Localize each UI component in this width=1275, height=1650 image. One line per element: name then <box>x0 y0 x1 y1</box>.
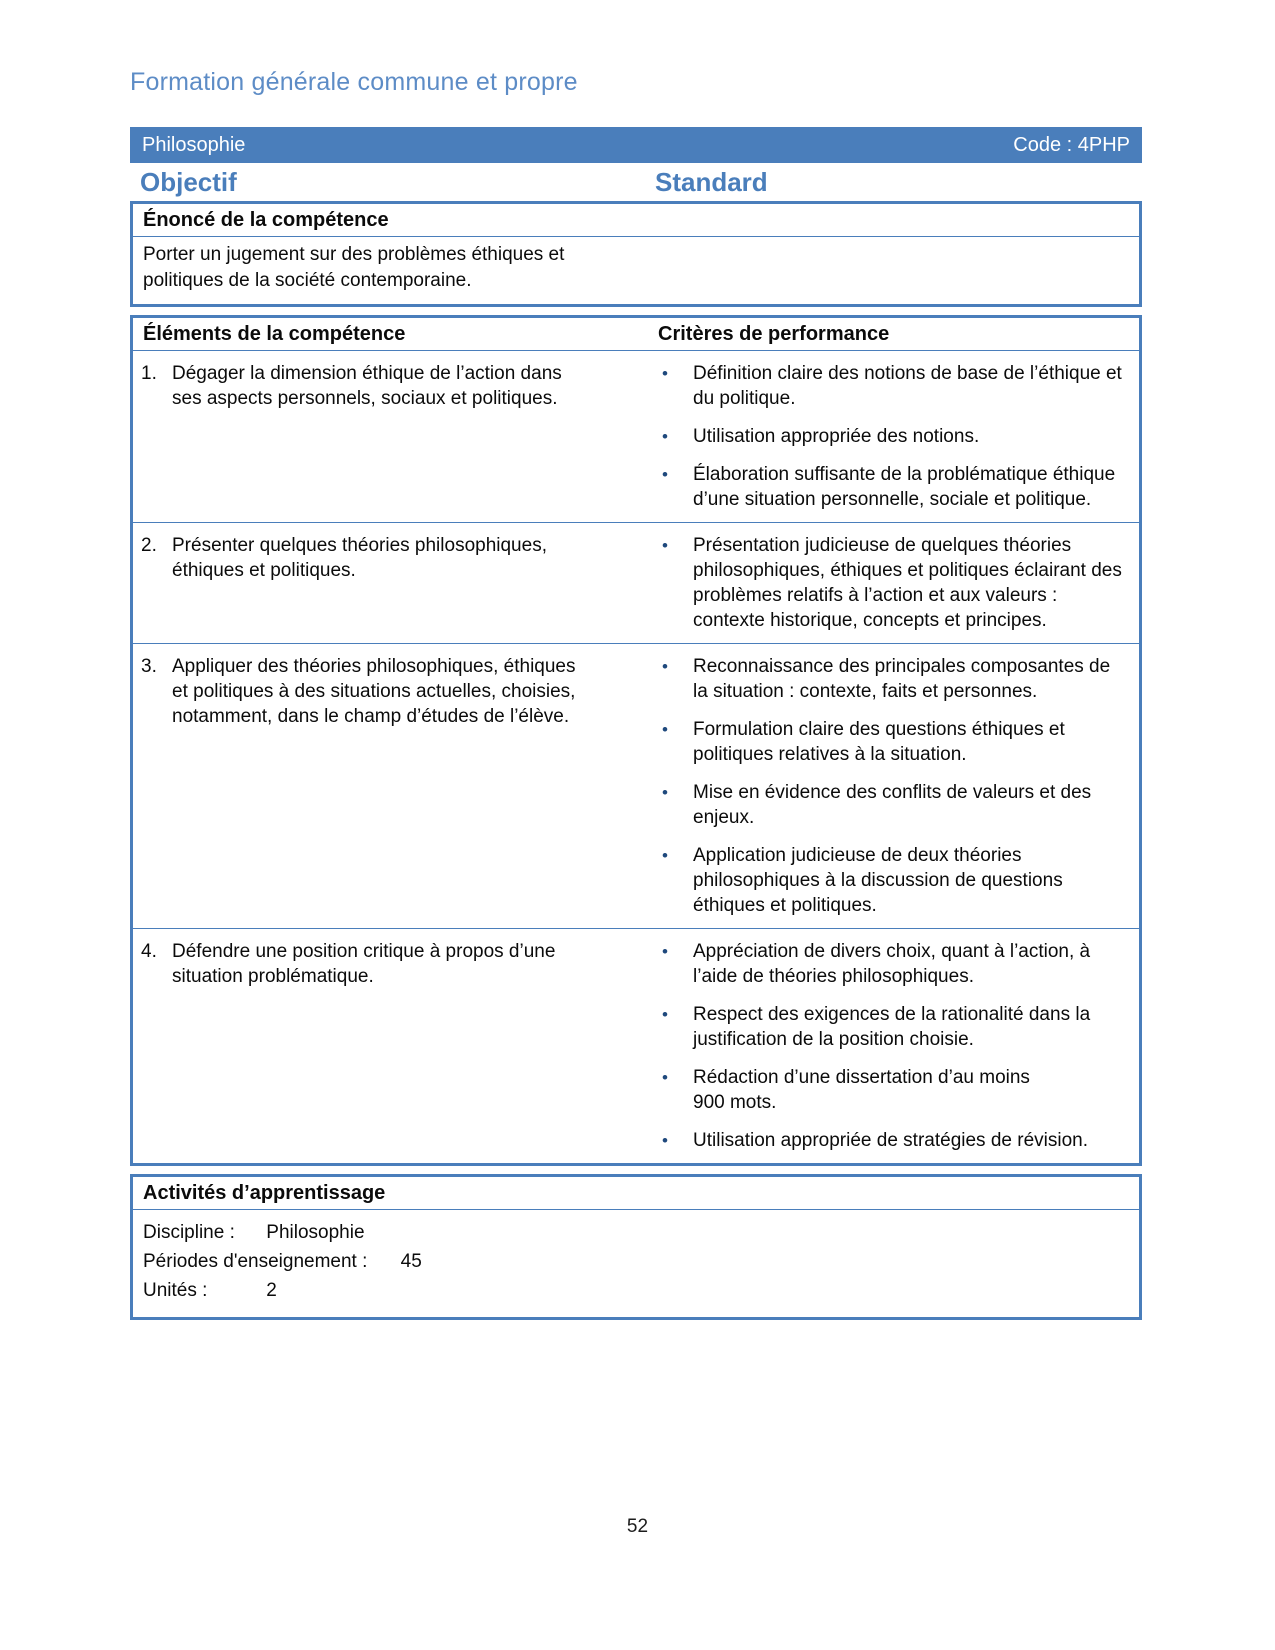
activites-row-unites <box>143 1276 1129 1305</box>
bullet-icon: • <box>662 465 668 484</box>
bullet-icon: • <box>662 720 668 739</box>
activites-body <box>133 1210 1139 1317</box>
criteria-item <box>662 1065 1129 1115</box>
criteria-text: Présentation judicieuse de quelques théories philosophiques, éthiques et politiques éclairant des problèmes relatifs à l’action et aux valeurs : contexte historique, concepts et principes. <box>693 535 1122 631</box>
activites-table <box>130 1174 1142 1320</box>
criteria-text: Élaboration suffisante de la problématique éthique d’une situation personnelle, sociale et politique. <box>693 464 1116 510</box>
table-row <box>133 351 1139 522</box>
table-row <box>133 643 1139 928</box>
criteria-cell <box>648 644 1139 928</box>
element-cell <box>133 644 648 928</box>
bullet-icon: • <box>662 1068 668 1087</box>
criteria-item <box>662 533 1129 633</box>
unites-value: 2 <box>266 1280 277 1301</box>
criteria-cell <box>648 523 1139 643</box>
enonce-body: Porter un jugement sur des problèmes éthiques et politiques de la société contemporaine. <box>143 244 565 291</box>
criteria-item <box>662 462 1129 512</box>
enonce-header: Énoncé de la compétence <box>133 204 1139 237</box>
element-number: 1. <box>141 363 157 384</box>
element-number: 3. <box>141 656 157 677</box>
criteria-item <box>662 843 1129 918</box>
periodes-label: Périodes d'enseignement : <box>143 1251 368 1272</box>
bullet-icon: • <box>662 1131 668 1150</box>
bullet-icon: • <box>662 657 668 676</box>
competence-table <box>130 315 1142 1166</box>
objective-standard-row <box>130 166 1142 198</box>
standard-heading: Standard <box>655 167 768 197</box>
activites-row-discipline <box>143 1218 1129 1247</box>
course-title-bar <box>130 127 1142 163</box>
element-number: 2. <box>141 535 157 556</box>
element-text: Appliquer des théories philosophiques, éthiques et politiques à des situations actuelles, choisies, notamment, dans le champ d’études de l’élève. <box>172 656 576 727</box>
element-number: 4. <box>141 941 157 962</box>
criteria-text: Appréciation de divers choix, quant à l’action, à l’aide de théories philosophiques. <box>693 941 1091 987</box>
criteria-cell <box>648 929 1139 1163</box>
criteria-text: Rédaction d’une dissertation d’au moins 900 mots. <box>693 1067 1030 1113</box>
competence-table-header-row <box>133 318 1139 351</box>
criteria-item <box>662 939 1129 989</box>
criteria-item <box>662 361 1129 411</box>
page-number: 52 <box>626 1516 649 1537</box>
bullet-icon: • <box>662 783 668 802</box>
element-cell <box>133 351 648 522</box>
criteria-item <box>662 424 1129 449</box>
objectif-heading: Objectif <box>140 167 237 197</box>
table-row <box>133 522 1139 643</box>
page-content <box>130 0 1142 1320</box>
element-cell <box>133 929 648 1163</box>
periodes-value: 45 <box>400 1251 422 1272</box>
unites-label: Unités : <box>143 1280 208 1301</box>
course-subject: Philosophie <box>142 133 246 156</box>
criteria-item <box>662 654 1129 704</box>
criteria-text: Mise en évidence des conflits de valeurs et des enjeux. <box>693 782 1092 828</box>
criteres-column-header: Critères de performance <box>658 323 890 345</box>
document-section-header: Formation générale commune et propre <box>130 68 578 96</box>
criteria-cell <box>648 351 1139 522</box>
criteria-text: Reconnaissance des principales composantes de la situation : contexte, faits et personnes. <box>693 656 1111 702</box>
element-text: Dégager la dimension éthique de l’action dans ses aspects personnels, sociaux et politiques. <box>172 363 562 409</box>
criteria-text: Formulation claire des questions éthiques et politiques relatives à la situation. <box>693 719 1065 765</box>
bullet-icon: • <box>662 1005 668 1024</box>
activites-row-periodes <box>143 1247 1129 1276</box>
element-text: Défendre une position critique à propos d’une situation problématique. <box>172 941 556 987</box>
elements-column-header: Éléments de la compétence <box>143 323 406 345</box>
bullet-icon: • <box>662 427 668 446</box>
criteria-text: Définition claire des notions de base de l’éthique et du politique. <box>693 363 1122 409</box>
bullet-icon: • <box>662 364 668 383</box>
criteria-text: Respect des exigences de la rationalité dans la justification de la position choisie. <box>693 1004 1091 1050</box>
criteria-item <box>662 1128 1129 1153</box>
enonce-table <box>130 201 1142 307</box>
criteria-text: Utilisation appropriée de stratégies de révision. <box>693 1130 1088 1151</box>
discipline-value: Philosophie <box>266 1222 365 1243</box>
activites-header: Activités d’apprentissage <box>133 1177 1139 1210</box>
criteria-item <box>662 780 1129 830</box>
bullet-icon: • <box>662 942 668 961</box>
discipline-label: Discipline : <box>143 1222 235 1243</box>
criteria-text: Application judicieuse de deux théories philosophiques à la discussion de questions éthiques et politiques. <box>693 845 1063 916</box>
element-cell <box>133 523 648 643</box>
criteria-item <box>662 717 1129 767</box>
table-row <box>133 928 1139 1163</box>
criteria-text: Utilisation appropriée des notions. <box>693 426 980 447</box>
element-text: Présenter quelques théories philosophiques, éthiques et politiques. <box>172 535 547 581</box>
course-code: Code : 4PHP <box>1013 133 1130 156</box>
bullet-icon: • <box>662 536 668 555</box>
criteria-item <box>662 1002 1129 1052</box>
bullet-icon: • <box>662 846 668 865</box>
